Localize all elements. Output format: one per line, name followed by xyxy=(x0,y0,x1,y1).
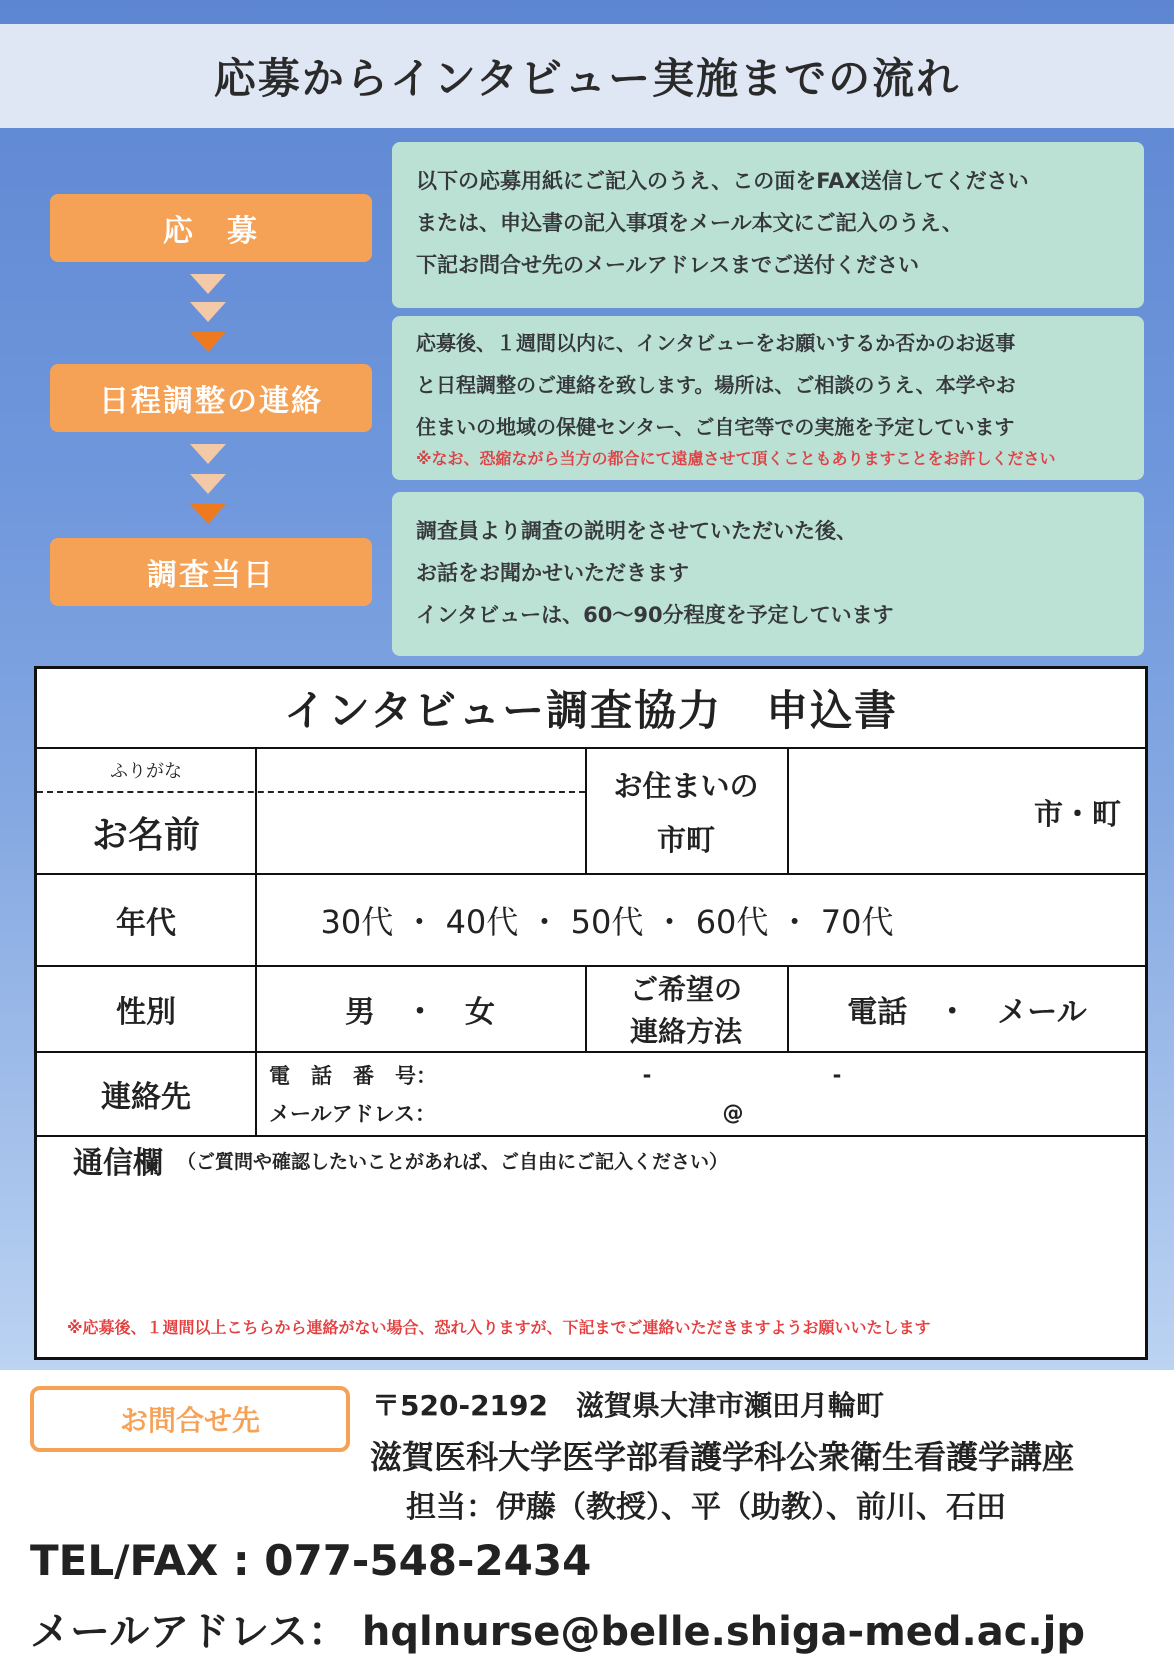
flow-title: 応募からインタビュー実施までの流れ xyxy=(213,54,961,103)
tel-fax: TEL/FAX : 077-548-2434 xyxy=(30,1536,592,1585)
furigana-field[interactable] xyxy=(257,751,583,791)
arrow-down-icon xyxy=(190,274,226,294)
postal-address: 〒520-2192 滋賀県大津市瀬田月輪町 xyxy=(372,1389,884,1422)
city-field[interactable]: 市・町 xyxy=(1033,796,1121,831)
desc-line: お話をお聞かせいただきます xyxy=(416,561,689,585)
contact-label: 連絡先 xyxy=(101,1080,191,1115)
arrow-down-icon xyxy=(190,332,226,352)
desc-line: と日程調整のご連絡を致します。場所は、ご相談のうえ、本学やお xyxy=(416,373,1016,397)
gender-label: 性別 xyxy=(116,995,176,1030)
name-label: お名前 xyxy=(91,814,200,856)
desc-line: 下記お問合せ先のメールアドレスまでご送付ください xyxy=(416,253,919,277)
comment-field[interactable] xyxy=(47,1185,1135,1307)
organization: 滋賀医科大学医学部看護学科公衆衛生看護学講座 xyxy=(370,1438,1075,1476)
row-divider xyxy=(37,1135,1145,1137)
desc-apply xyxy=(392,142,1144,308)
contact-method-label-line1: ご希望の xyxy=(629,973,742,1006)
form-footer-note: ※応募後、１週間以上こちらから連絡がない場合、恐れ入りますが、下記までご連絡いただきますようお願いいたします xyxy=(67,1317,931,1337)
contact-method-options[interactable]: 電話 ・ メール xyxy=(847,995,1087,1030)
age-label: 年代 xyxy=(116,906,176,941)
step-apply: 応 募 xyxy=(50,194,372,262)
desc-line: 以下の応募用紙にご記入のうえ、この面をFAX送信してください xyxy=(416,169,1029,193)
furigana-label: ふりがな xyxy=(110,761,182,782)
arrow-down-icon xyxy=(190,504,226,524)
desc-line: 調査員より調査の説明をさせていただいた後、 xyxy=(416,519,857,543)
phone-separator: - xyxy=(642,1063,652,1087)
contact-email: メールアドレス： hqlnurse@belle.shiga-med.ac.jp xyxy=(30,1609,1085,1655)
comment-hint: （ご質問や確認したいことがあれば、ご自由にご記入ください） xyxy=(177,1150,729,1173)
desc-line: インタビューは、60〜90分程度を予定しています xyxy=(416,603,894,627)
step-schedule: 日程調整の連絡 xyxy=(50,364,372,432)
arrow-down-icon xyxy=(190,302,226,322)
arrow-down-icon xyxy=(190,474,226,494)
residence-label-line1: お住まいの xyxy=(613,768,759,803)
desc-line: 応募後、１週間以内に、インタビューをお願いするか否かのお返事 xyxy=(416,331,1016,355)
contact-method-label-line2: 連絡方法 xyxy=(629,1015,742,1048)
email-label: メールアドレス： xyxy=(269,1102,436,1126)
residence-label-line2: 市町 xyxy=(656,822,715,857)
age-options[interactable]: 30代 ・ 40代 ・ 50代 ・ 60代 ・ 70代 xyxy=(320,903,894,941)
staff-names: 担当：伊藤（教授）、平（助教）、前川、石田 xyxy=(406,1490,1006,1525)
form-title: インタビュー調査協力 申込書 xyxy=(37,669,1145,749)
name-field[interactable] xyxy=(257,793,583,871)
arrow-down-icon xyxy=(190,444,226,464)
desc-line: 住まいの地域の保健センター、ご自宅等での実施を予定しています xyxy=(416,415,1015,439)
email-at: @ xyxy=(722,1101,744,1125)
desc-note: ※なお、恐縮ながら当方の都合にて遠慮させて頂くこともありますことをお許しください xyxy=(416,449,1056,468)
phone-separator: - xyxy=(832,1063,842,1087)
desc-line: または、申込書の記入事項をメール本文にご記入のうえ、 xyxy=(416,211,963,235)
phone-label: 電 話 番 号： xyxy=(269,1064,437,1088)
gender-options[interactable]: 男 ・ 女 xyxy=(345,995,495,1030)
contact-label-box: お問合せ先 xyxy=(30,1386,350,1452)
flow-title-band xyxy=(0,24,1174,128)
application-form xyxy=(34,666,1148,1360)
comment-label: 通信欄 xyxy=(73,1146,163,1181)
desc-schedule xyxy=(392,316,1144,480)
step-survey-day: 調査当日 xyxy=(50,538,372,606)
desc-survey-day xyxy=(392,492,1144,656)
